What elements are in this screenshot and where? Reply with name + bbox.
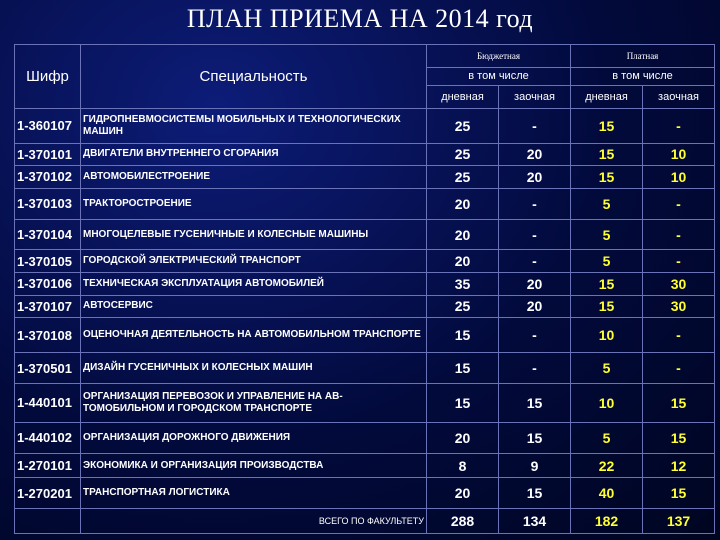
specialty-code: 1-360107	[15, 108, 81, 143]
budget-daytime-value: 25	[427, 143, 499, 166]
paid-daytime-value: 15	[571, 166, 643, 189]
header-budget: Бюджетная	[427, 45, 571, 68]
header-budget-daytime: дневная	[427, 86, 499, 109]
specialty-name: ТРАКТОРОСТРОЕНИЕ	[81, 188, 427, 219]
budget-daytime-value: 25	[427, 295, 499, 318]
budget-extramural-value: 20	[499, 166, 571, 189]
header-budget-extramural: заочная	[499, 86, 571, 109]
header-paid-including: в том числе	[571, 67, 715, 85]
budget-extramural-value: -	[499, 250, 571, 273]
budget-extramural-value: 15	[499, 422, 571, 453]
total-budget-daytime: 288	[427, 509, 499, 534]
total-budget-extramural: 134	[499, 509, 571, 534]
specialty-name: АВТОСЕРВИС	[81, 295, 427, 318]
paid-extramural-value: 10	[643, 166, 715, 189]
total-label: ВСЕГО ПО ФАКУЛЬТЕТУ	[81, 509, 427, 534]
budget-extramural-value: 15	[499, 478, 571, 509]
budget-daytime-value: 15	[427, 353, 499, 384]
table-row	[15, 166, 715, 189]
specialty-code: 1-370107	[15, 295, 81, 318]
budget-daytime-value: 20	[427, 422, 499, 453]
total-row	[15, 509, 715, 534]
specialty-code: 1-440101	[15, 383, 81, 422]
specialty-code: 1-370103	[15, 188, 81, 219]
budget-extramural-value: 20	[499, 143, 571, 166]
budget-extramural-value: 20	[499, 273, 571, 296]
specialty-name: ТЕХНИЧЕСКАЯ ЭКСПЛУАТАЦИЯ АВТОМОБИЛЕЙ	[81, 273, 427, 296]
specialty-code: 1-370106	[15, 273, 81, 296]
page-title: ПЛАН ПРИЕМА НА 2014 год	[186, 4, 534, 33]
header-paid-daytime: дневная	[571, 86, 643, 109]
paid-extramural-value: -	[643, 353, 715, 384]
budget-extramural-value: -	[499, 353, 571, 384]
specialty-code: 1-370108	[15, 318, 81, 353]
budget-daytime-value: 35	[427, 273, 499, 296]
budget-daytime-value: 8	[427, 453, 499, 478]
total-paid-daytime: 182	[571, 509, 643, 534]
table-row	[15, 219, 715, 250]
table-row	[15, 295, 715, 318]
specialty-name: ГОРОДСКОЙ ЭЛЕКТРИЧЕСКИЙ ТРАНСПОРТ	[81, 250, 427, 273]
specialty-code: 1-270201	[15, 478, 81, 509]
budget-daytime-value: 20	[427, 219, 499, 250]
budget-daytime-value: 20	[427, 188, 499, 219]
specialty-name: ЭКОНОМИКА И ОРГАНИЗАЦИЯ ПРОИЗВОДСТВА	[81, 453, 427, 478]
budget-daytime-value: 25	[427, 166, 499, 189]
table-row	[15, 383, 715, 422]
paid-daytime-value: 5	[571, 353, 643, 384]
table-row	[15, 478, 715, 509]
paid-extramural-value: -	[643, 318, 715, 353]
total-paid-extramural: 137	[643, 509, 715, 534]
header-paid: Платная	[571, 45, 715, 68]
budget-daytime-value: 15	[427, 318, 499, 353]
paid-daytime-value: 15	[571, 273, 643, 296]
paid-extramural-value: -	[643, 188, 715, 219]
paid-extramural-value: 30	[643, 295, 715, 318]
specialty-name: ОРГАНИЗАЦИЯ ДОРОЖНОГО ДВИЖЕНИЯ	[81, 422, 427, 453]
paid-daytime-value: 5	[571, 250, 643, 273]
specialty-code: 1-440102	[15, 422, 81, 453]
budget-extramural-value: -	[499, 108, 571, 143]
specialty-name: ТРАНСПОРТНАЯ ЛОГИСТИКА	[81, 478, 427, 509]
budget-daytime-value: 15	[427, 383, 499, 422]
admission-plan-table	[14, 44, 715, 534]
header-paid-extramural: заочная	[643, 86, 715, 109]
specialty-name: ОЦЕНОЧНАЯ ДЕЯТЕЛЬНОСТЬ НА АВТОМОБИЛЬНОМ ТРАНСПОРТЕ	[81, 318, 427, 353]
specialty-name: ОРГАНИЗАЦИЯ ПЕРЕВОЗОК И УПРАВЛЕНИЕ НА АВ-ТОМОБИЛЬНОМ И ГОРОДСКОМ ТРАНСПОРТЕ	[81, 383, 427, 422]
specialty-name: АВТОМОБИЛЕСТРОЕНИЕ	[81, 166, 427, 189]
paid-extramural-value: 30	[643, 273, 715, 296]
total-code-cell	[15, 509, 81, 534]
budget-extramural-value: 9	[499, 453, 571, 478]
budget-daytime-value: 25	[427, 108, 499, 143]
budget-extramural-value: 20	[499, 295, 571, 318]
budget-daytime-value: 20	[427, 478, 499, 509]
paid-daytime-value: 15	[571, 143, 643, 166]
specialty-code: 1-270101	[15, 453, 81, 478]
paid-extramural-value: 12	[643, 453, 715, 478]
table-row	[15, 318, 715, 353]
table-row	[15, 143, 715, 166]
paid-extramural-value: 15	[643, 422, 715, 453]
specialty-code: 1-370101	[15, 143, 81, 166]
paid-extramural-value: -	[643, 219, 715, 250]
specialty-name: ДВИГАТЕЛИ ВНУТРЕННЕГО СГОРАНИЯ	[81, 143, 427, 166]
paid-daytime-value: 15	[571, 108, 643, 143]
specialty-code: 1-370501	[15, 353, 81, 384]
paid-daytime-value: 5	[571, 422, 643, 453]
paid-daytime-value: 40	[571, 478, 643, 509]
paid-extramural-value: 10	[643, 143, 715, 166]
paid-daytime-value: 15	[571, 295, 643, 318]
paid-daytime-value: 10	[571, 318, 643, 353]
header-budget-including: в том числе	[427, 67, 571, 85]
paid-extramural-value: -	[643, 108, 715, 143]
paid-daytime-value: 22	[571, 453, 643, 478]
specialty-name: ГИДРОПНЕВМОСИСТЕМЫ МОБИЛЬНЫХ И ТЕХНОЛОГИЧЕСКИХ МАШИН	[81, 108, 427, 143]
table-row	[15, 353, 715, 384]
specialty-code: 1-370105	[15, 250, 81, 273]
specialty-name: МНОГОЦЕЛЕВЫЕ ГУСЕНИЧНЫЕ И КОЛЕСНЫЕ МАШИНЫ	[81, 219, 427, 250]
specialty-code: 1-370104	[15, 219, 81, 250]
paid-daytime-value: 10	[571, 383, 643, 422]
budget-extramural-value: -	[499, 219, 571, 250]
budget-extramural-value: -	[499, 318, 571, 353]
header-specialty: Специальность	[81, 45, 427, 109]
paid-daytime-value: 5	[571, 188, 643, 219]
paid-extramural-value: 15	[643, 383, 715, 422]
budget-extramural-value: 15	[499, 383, 571, 422]
table-row	[15, 250, 715, 273]
specialty-code: 1-370102	[15, 166, 81, 189]
budget-extramural-value: -	[499, 188, 571, 219]
paid-extramural-value: 15	[643, 478, 715, 509]
paid-daytime-value: 5	[571, 219, 643, 250]
header-code: Шифр	[15, 45, 81, 109]
table-row	[15, 188, 715, 219]
table-row	[15, 273, 715, 296]
budget-daytime-value: 20	[427, 250, 499, 273]
paid-extramural-value: -	[643, 250, 715, 273]
specialty-name: ДИЗАЙН ГУСЕНИЧНЫХ И КОЛЕСНЫХ МАШИН	[81, 353, 427, 384]
table-row	[15, 422, 715, 453]
table-row	[15, 108, 715, 143]
table-row	[15, 453, 715, 478]
